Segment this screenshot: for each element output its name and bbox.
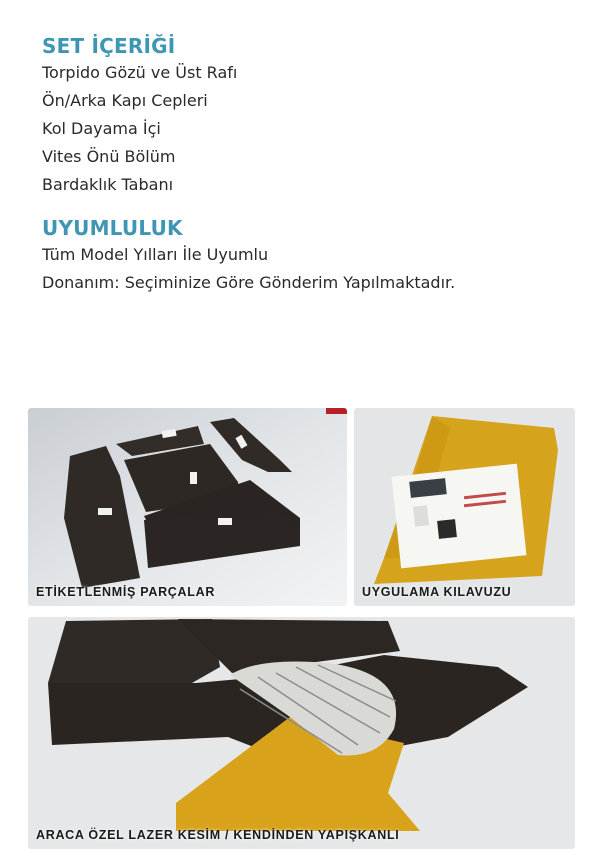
guide-caption: UYGULAMA KILAVUZU xyxy=(362,585,512,599)
compat-item: Donanım: Seçiminize Göre Gönderim Yapılmaktadır. xyxy=(42,273,456,292)
set-item: Vites Önü Bölüm xyxy=(42,147,176,166)
labeled-parts-photo xyxy=(28,408,347,606)
guide-photo xyxy=(354,408,575,606)
set-item: Ön/Arka Kapı Cepleri xyxy=(42,91,208,110)
set-item: Kol Dayama İçi xyxy=(42,119,161,138)
set-item: Torpido Gözü ve Üst Rafı xyxy=(42,63,238,82)
set-contents-section xyxy=(42,34,237,199)
guide-package-image xyxy=(354,408,575,606)
laser-cut-photo xyxy=(28,617,575,849)
labeled-parts-caption: ETİKETLENMİŞ PARÇALAR xyxy=(36,585,216,599)
compatibility-heading: UYUMLULUK xyxy=(42,216,183,240)
compat-item: Tüm Model Yılları İle Uyumlu xyxy=(42,245,269,264)
labeled-parts-image xyxy=(28,408,347,606)
compatibility-section xyxy=(42,216,455,297)
laser-cut-image xyxy=(28,617,575,849)
set-item: Bardaklık Tabanı xyxy=(42,175,174,194)
set-contents-heading: SET İÇERİĞİ xyxy=(42,34,176,58)
laser-cut-caption: ARACA ÖZEL LAZER KESİM / KENDİNDEN YAPIŞKANLI xyxy=(36,828,400,842)
